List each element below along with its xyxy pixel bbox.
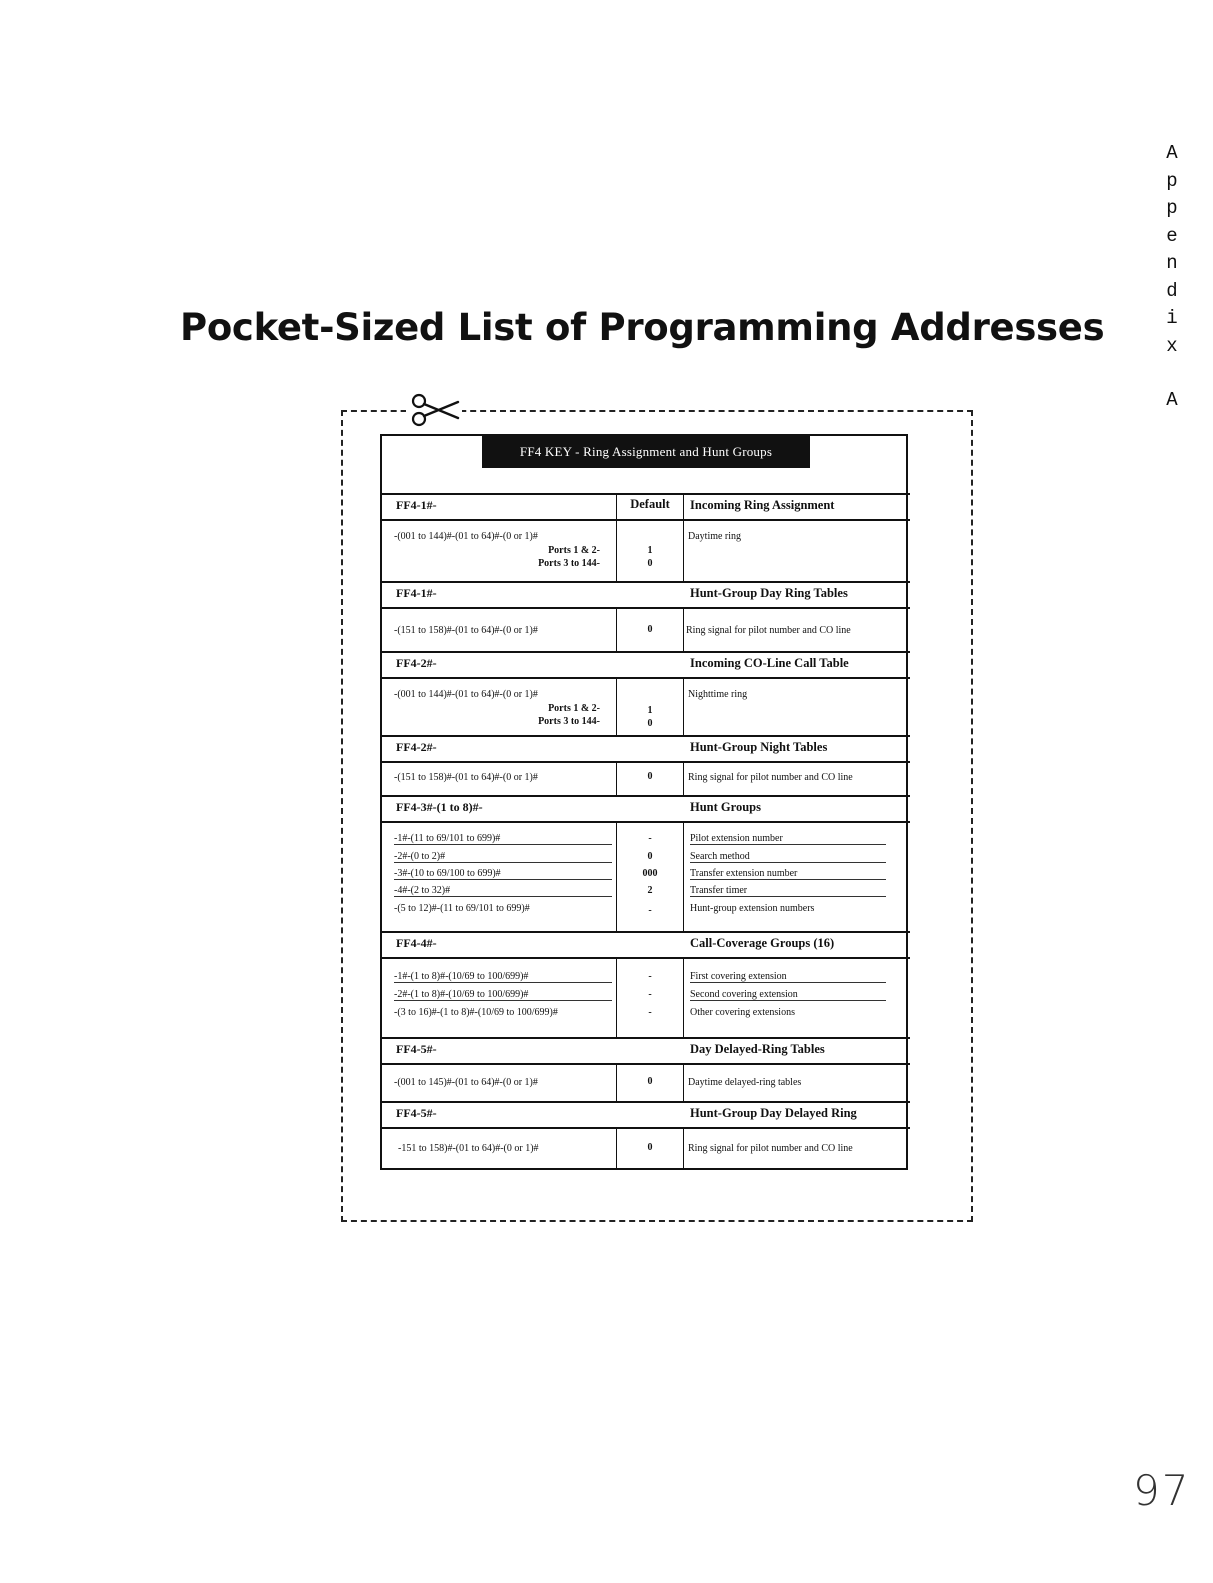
side-letter: p	[1166, 197, 1178, 219]
default-value: 0	[647, 718, 653, 729]
section-title: Hunt Groups	[690, 800, 761, 814]
description: Search method	[690, 851, 886, 863]
section-title: Call-Coverage Groups (16)	[690, 936, 835, 950]
default-value: 0	[647, 1076, 653, 1087]
ff4-key-card	[380, 434, 908, 1170]
default-column-header: Default	[616, 495, 684, 519]
side-letter-gap	[1160, 360, 1184, 387]
section-header	[382, 581, 910, 607]
default-value: 0	[647, 771, 653, 782]
section-block	[382, 519, 910, 581]
section-block	[382, 821, 910, 931]
default-value: -	[648, 833, 652, 844]
address-code: -(151 to 158)#-(01 to 64)#-(0 or 1)#	[394, 625, 538, 636]
side-letter: p	[1166, 169, 1178, 192]
default-value: 1	[647, 545, 653, 556]
address-code: Ports 3 to 144-	[538, 716, 600, 727]
description: Transfer timer	[690, 885, 886, 897]
description: Ring signal for pilot number and CO line	[686, 625, 851, 636]
default-value: 0	[647, 1142, 653, 1153]
section-header	[382, 493, 910, 519]
description: Other covering extensions	[690, 1007, 795, 1018]
description: Daytime delayed-ring tables	[688, 1077, 802, 1088]
default-value: 2	[647, 885, 653, 896]
section-title: Hunt-Group Day Ring Tables	[690, 586, 848, 600]
address-code: -(5 to 12)#-(11 to 69/101 to 699)#	[394, 903, 530, 914]
side-letter: A	[1166, 389, 1178, 411]
section-key: FF4-5#-	[396, 1042, 437, 1056]
side-letter: i	[1166, 307, 1178, 329]
address-code: -(3 to 16)#-(1 to 8)#-(10/69 to 100/699)#	[394, 1007, 558, 1018]
page-title: Pocket-Sized List of Programming Addresses	[180, 306, 1105, 349]
side-letter: x	[1166, 334, 1178, 357]
default-value: 0	[647, 624, 653, 635]
page-number: 97	[1133, 1466, 1191, 1515]
address-code: -(001 to 144)#-(01 to 64)#-(0 or 1)#	[394, 531, 538, 542]
section-block	[382, 607, 910, 651]
address-code: Ports 1 & 2-	[548, 703, 600, 714]
side-letter: d	[1166, 279, 1178, 302]
section-header	[382, 795, 910, 821]
address-code: -2#-(0 to 2)#	[394, 851, 612, 863]
description: Pilot extension number	[690, 833, 886, 845]
description: Hunt-group extension numbers	[690, 903, 815, 914]
card-title: FF4 KEY - Ring Assignment and Hunt Groups	[482, 436, 810, 468]
section-header	[382, 1037, 910, 1063]
address-code: -1#-(1 to 8)#-(10/69 to 100/699)#	[394, 971, 612, 983]
section-title: Day Delayed-Ring Tables	[690, 1042, 825, 1056]
description: Transfer extension number	[690, 868, 886, 880]
section-block	[382, 677, 910, 735]
address-code: -(151 to 158)#-(01 to 64)#-(0 or 1)#	[394, 772, 538, 783]
section-key: FF4-2#-	[396, 656, 437, 670]
description: Ring signal for pilot number and CO line	[688, 1143, 853, 1154]
side-letter: n	[1166, 252, 1178, 274]
description: Nighttime ring	[688, 689, 748, 700]
address-code: -(001 to 145)#-(01 to 64)#-(0 or 1)#	[394, 1077, 538, 1088]
default-value: -	[648, 1007, 652, 1018]
section-title: Hunt-Group Day Delayed Ring	[690, 1106, 857, 1120]
default-value: 1	[647, 705, 653, 716]
section-key: FF4-5#-	[396, 1106, 437, 1120]
section-block	[382, 957, 910, 1037]
description: Daytime ring	[688, 531, 742, 542]
default-value: -	[648, 905, 652, 916]
section-key: FF4-3#-(1 to 8)#-	[396, 800, 483, 814]
address-code: -4#-(2 to 32)#	[394, 885, 612, 897]
section-key: FF4-2#-	[396, 740, 437, 754]
section-header	[382, 651, 910, 677]
default-value: -	[648, 989, 652, 1000]
default-value: 0	[647, 851, 653, 862]
section-block	[382, 761, 910, 795]
section-key: FF4-4#-	[396, 936, 437, 950]
default-value: 000	[642, 868, 658, 879]
scissors-icon	[406, 392, 462, 428]
section-key: FF4-1#-	[396, 586, 437, 600]
section-key: FF4-1#-	[396, 498, 437, 512]
address-code: Ports 1 & 2-	[548, 545, 600, 556]
side-letter: A	[1166, 142, 1178, 164]
section-block	[382, 1127, 910, 1170]
appendix-side-label	[1160, 140, 1184, 415]
address-code: -(001 to 144)#-(01 to 64)#-(0 or 1)#	[394, 689, 538, 700]
section-header	[382, 1101, 910, 1127]
address-code: -151 to 158)#-(01 to 64)#-(0 or 1)#	[398, 1143, 539, 1154]
section-title: Incoming Ring Assignment	[690, 498, 835, 512]
default-value: 0	[647, 558, 653, 569]
default-value: -	[648, 971, 652, 982]
description: Ring signal for pilot number and CO line	[688, 772, 853, 783]
section-header	[382, 735, 910, 761]
section-title: Incoming CO-Line Call Table	[690, 656, 849, 670]
description: Second covering extension	[690, 989, 886, 1001]
side-letter: e	[1166, 224, 1178, 247]
section-header	[382, 931, 910, 957]
address-code: -2#-(1 to 8)#-(10/69 to 100/699)#	[394, 989, 612, 1001]
address-code: -1#-(11 to 69/101 to 699)#	[394, 833, 612, 845]
section-block	[382, 1063, 910, 1101]
description: First covering extension	[690, 971, 886, 983]
section-title: Hunt-Group Night Tables	[690, 740, 828, 754]
address-code: -3#-(10 to 69/100 to 699)#	[394, 868, 612, 880]
address-code: Ports 3 to 144-	[538, 558, 600, 569]
